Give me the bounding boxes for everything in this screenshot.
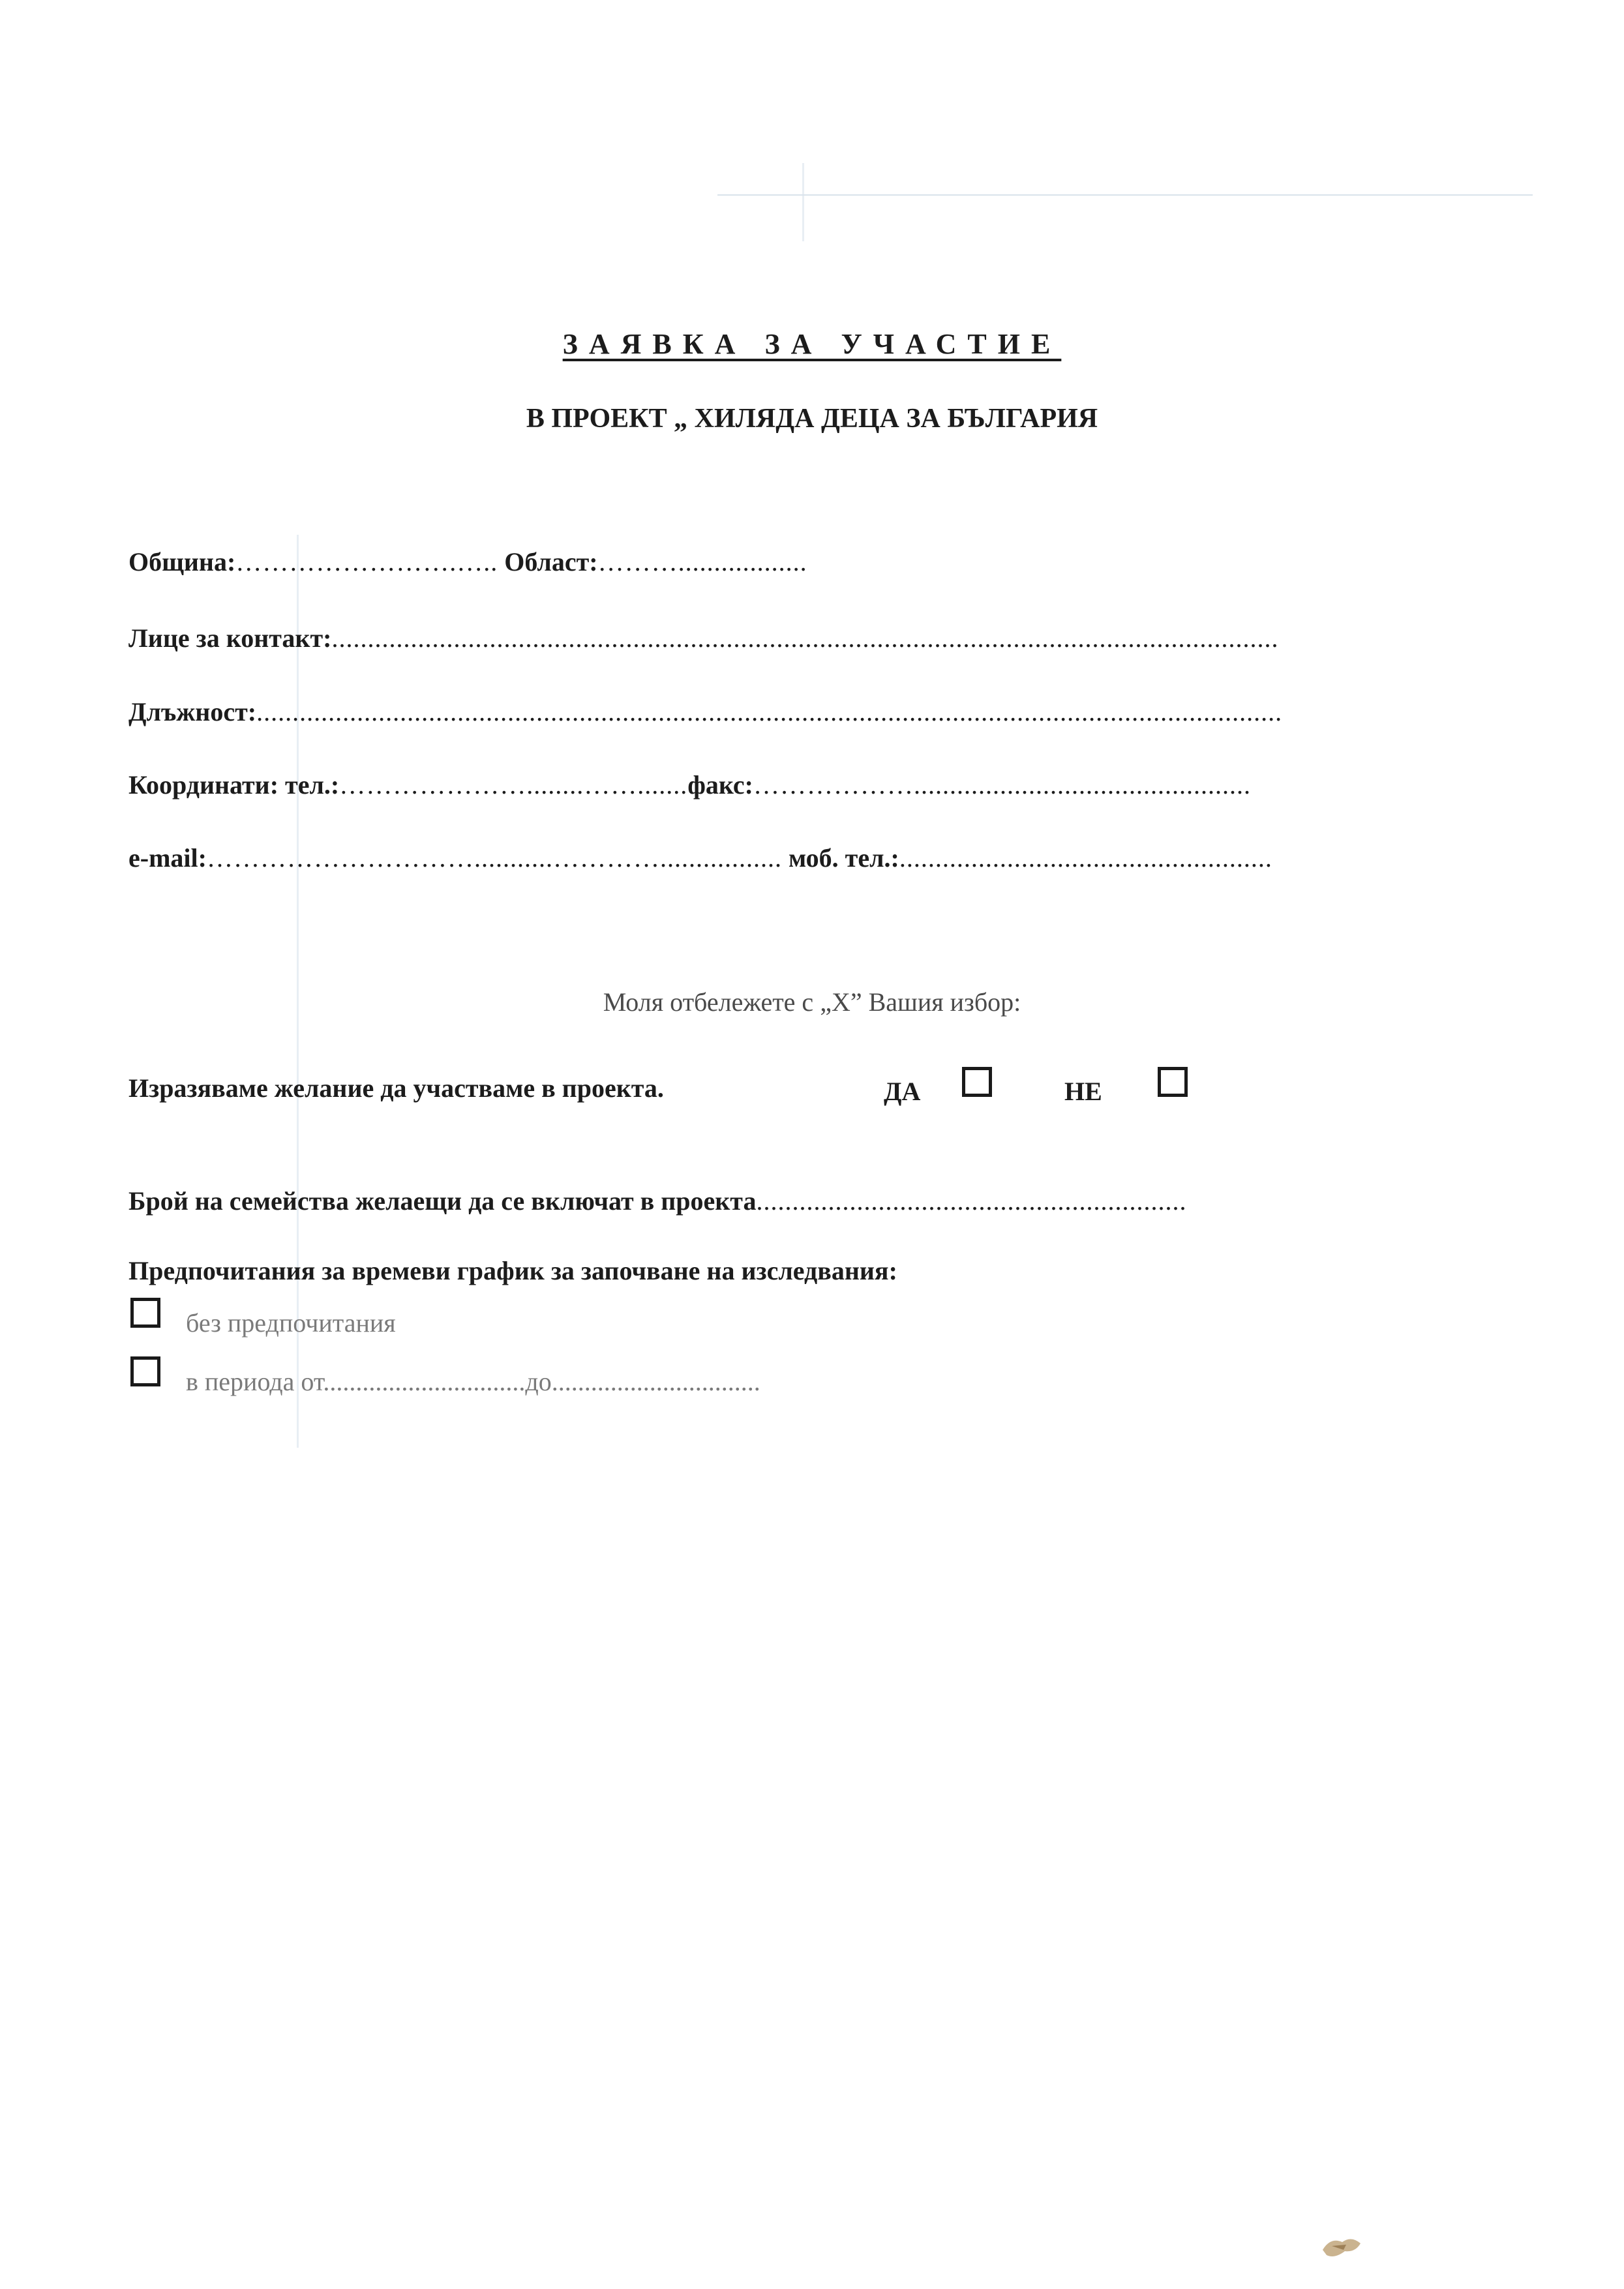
period-mid: до (525, 1367, 552, 1396)
oblast-label: Област: (498, 547, 598, 576)
contact-field[interactable]: .................................................................................................................................... (331, 623, 1279, 653)
participation-question: Изразяваме желание да участваме в проекта. (128, 1073, 664, 1103)
obshtina-label: Община: (128, 547, 236, 576)
position-field[interactable]: ............................................................................................................................................... (256, 697, 1283, 726)
yes-checkbox[interactable] (962, 1067, 992, 1097)
document-title: ЗАЯВКА ЗА УЧАСТИЕ (562, 328, 1062, 360)
families-row (128, 1186, 1186, 1216)
period-prefix: в периода от (186, 1367, 323, 1396)
coords-row (128, 770, 1251, 800)
no-label: НЕ (1064, 1077, 1102, 1106)
position-label: Длъжност: (128, 697, 257, 726)
families-field[interactable]: ............................................................ (756, 1186, 1187, 1216)
contact-label: Лице за контакт: (128, 623, 332, 653)
period-checkbox[interactable] (130, 1356, 160, 1386)
email-label: e-mail: (128, 843, 207, 873)
fax-field[interactable]: ………………............................................... (753, 770, 1252, 800)
yes-label: ДА (884, 1077, 921, 1106)
obshtina-oblast-row (128, 546, 807, 577)
instruction-text: Моля отбележете с „X” Вашия избор: (603, 987, 1021, 1017)
email-field[interactable]: …………………………...........…………................. (206, 843, 782, 873)
period-to-field[interactable]: ................................ (551, 1367, 760, 1396)
mobile-label: моб. тел.: (781, 843, 899, 873)
no-preference-checkbox[interactable] (130, 1298, 160, 1328)
period-from-field[interactable]: ............................... (323, 1367, 526, 1396)
period-row (186, 1366, 760, 1397)
coords-label: Координати: тел.: (128, 770, 340, 800)
email-row (128, 843, 1272, 873)
scan-artifact-vline (802, 163, 804, 241)
no-preference-label: без предпочитания (186, 1308, 396, 1338)
scan-artifact-line (717, 194, 1533, 196)
no-checkbox[interactable] (1158, 1067, 1188, 1097)
families-label: Брой на семейства желаещи да се включат в проекта (128, 1186, 757, 1216)
mobile-field[interactable]: .................................................... (899, 843, 1272, 873)
obshtina-field[interactable]: …………………….….. (235, 547, 498, 576)
contact-row (128, 623, 1278, 653)
document-subtitle: В ПРОЕКТ „ ХИЛЯДА ДЕЦА ЗА БЪЛГАРИЯ (526, 404, 1098, 434)
ink-mark-icon (1317, 2230, 1370, 2263)
fax-label: факс: (687, 770, 754, 800)
schedule-heading: Предпочитания за времеви график за започване на изследвания: (128, 1256, 897, 1285)
oblast-field[interactable]: ……….................. (597, 547, 807, 576)
phone-field[interactable]: …………………........……....... (339, 770, 688, 800)
position-row (128, 696, 1282, 727)
